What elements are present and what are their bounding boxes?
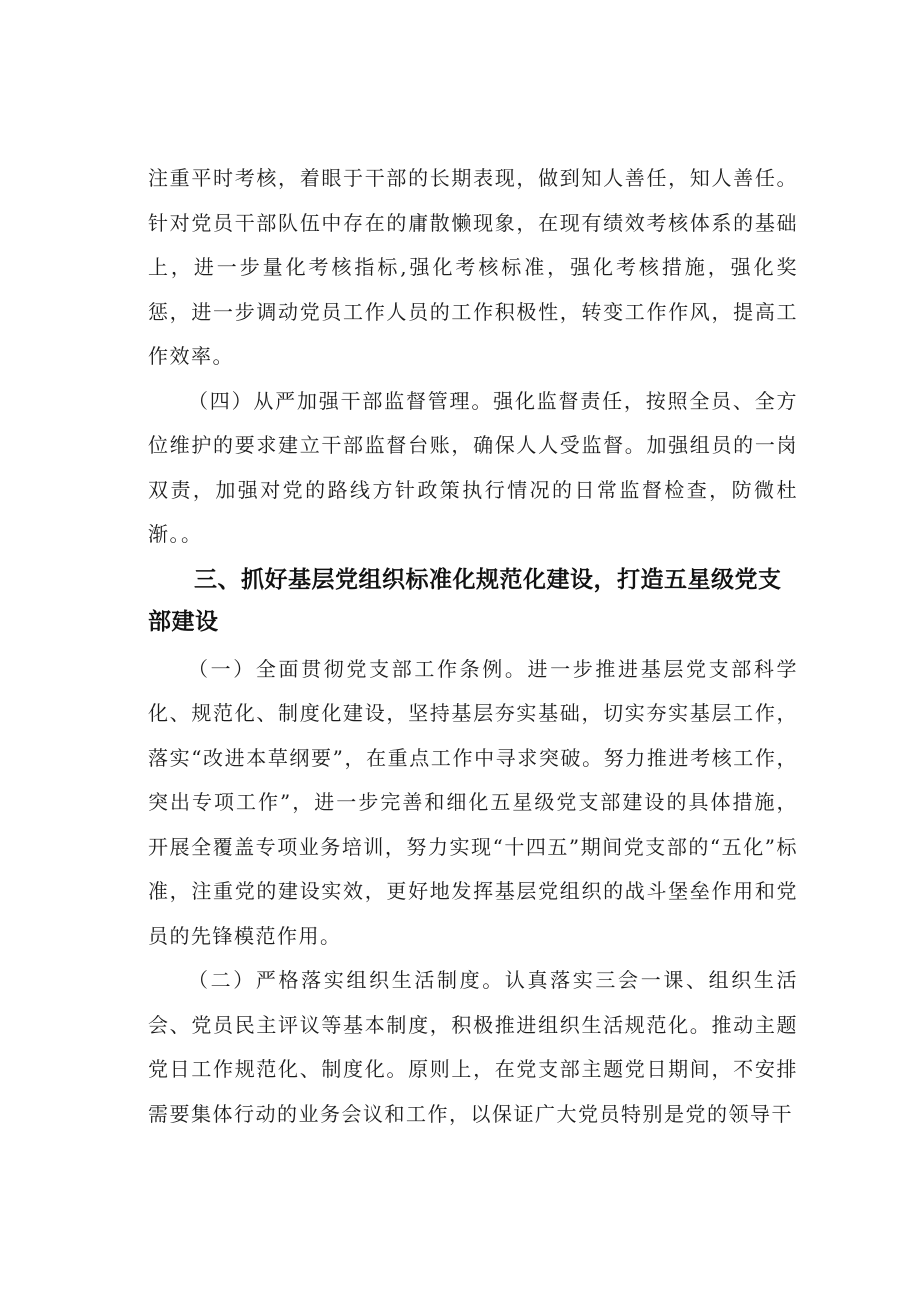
section-heading-standardization: 三、抓好基层党组织标准化规范化建设，打造五星级党支部建设 (148, 566, 782, 635)
paragraph-cadre-supervision: （四）从严加强干部监督管理。强化监督责任，按照全员、全方位维护的要求建立干部监督台账，确保人人受监督。加强组员的一岗双责，加强对党的路线方针政策执行情况的日常监督检查，防微杜渐。。 (148, 388, 798, 546)
paragraph-performance-assessment: 注重平时考核，着眼于干部的长期表现，做到知人善任，知人善任。针对党员干部队伍中存在的庸散懒现象，在现有绩效考核体系的基础上，进一步量化考核指标,强化考核标准，强化考核措施，强化奖惩，进一步调动党员工作人员的工作积极性，转变工作作风，提高工作效率。 (148, 166, 798, 368)
document-body (148, 156, 798, 1136)
paragraph-organization-life: （二）严格落实组织生活制度。认真落实三会一课、组织生活会、党员民主评议等基本制度，积极推进组织生活规范化。推动主题党日工作规范化、制度化。原则上，在党支部主题党日期间，不安排需要集体行动的业务会议和工作，以保证广大党员特别是党的领导干 (148, 968, 798, 1126)
paragraph-branch-regulations: （一）全面贯彻党支部工作条例。进一步推进基层党支部科学化、规范化、制度化建设，坚持基层夯实基础，切实夯实基层工作，落实“改进本草纲要”，在重点工作中寻求突破。努力推进考核工作，突出专项工作”，进一步完善和细化五星级党支部建设的具体措施，开展全覆盖专项业务培训，努力实现“十四五”期间党支部的“五化”标准，注重党的建设实效，更好地发挥基层党组织的战斗堡垒作用和党员的先锋模范作用。 (148, 656, 798, 948)
